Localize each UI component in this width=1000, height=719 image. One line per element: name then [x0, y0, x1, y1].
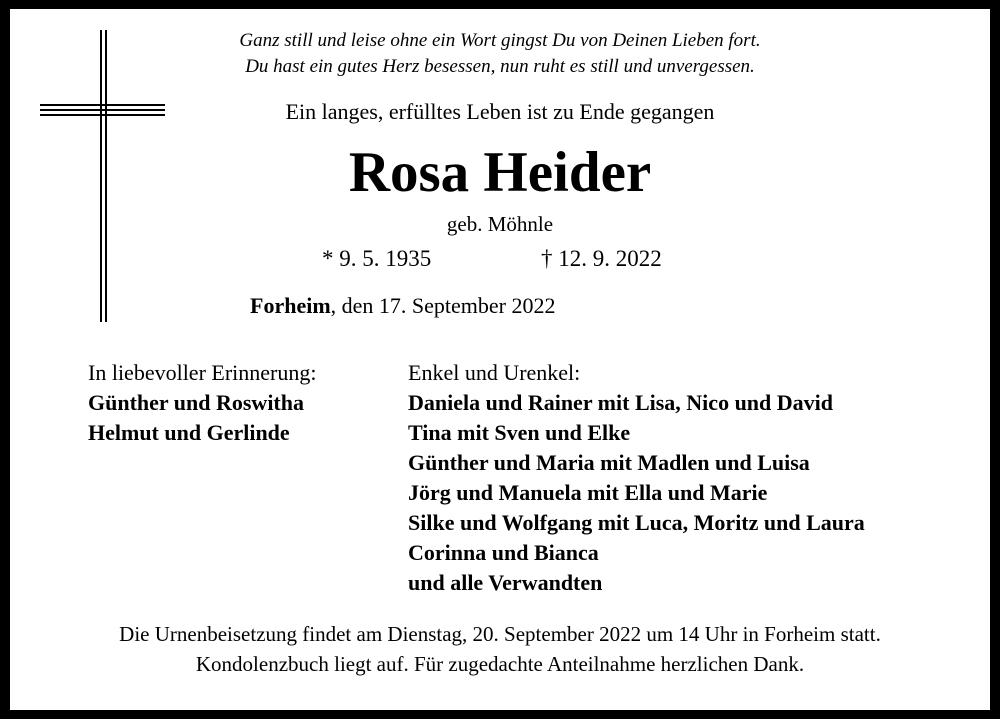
birth-date: * 9. 5. 1935	[322, 246, 432, 271]
maiden-name: geb. Möhnle	[446, 212, 554, 236]
mourners-right	[408, 358, 865, 598]
intro-text: Ein langes, erfülltes Leben ist zu Ende gegangen	[285, 99, 715, 124]
place-name: Forheim	[250, 293, 331, 318]
mourner-name: Günther und Roswitha	[88, 390, 304, 415]
mourner-name: Silke und Wolfgang mit Luca, Moritz und Laura	[408, 510, 865, 535]
mourner-name: Tina mit Sven und Elke	[408, 420, 631, 445]
poem-line-2: Du hast ein gutes Herz besessen, nun ruht es still und unvergessen.	[245, 56, 755, 77]
mourner-name: Daniela und Rainer mit Lisa, Nico und David	[408, 390, 834, 415]
mourner-name: Corinna und Bianca	[408, 540, 599, 565]
mourner-name: Jörg und Manuela mit Ella und Marie	[408, 480, 768, 505]
deceased-name: Rosa Heider	[348, 141, 652, 204]
mourners-right-heading: Enkel und Urenkel:	[408, 360, 581, 385]
notice-date: , den 17. September 2022	[330, 293, 556, 318]
death-date: † 12. 9. 2022	[541, 246, 662, 271]
funeral-info: Die Urnenbeisetzung findet am Dienstag, 20. September 2022 um 14 Uhr in Forheim statt.	[119, 622, 881, 646]
place-date	[250, 293, 556, 319]
mourners-left	[88, 358, 316, 448]
mourner-name: und alle Verwandten	[408, 570, 603, 595]
thanks-note: Kondolenzbuch liegt auf. Für zugedachte Anteilnahme herzlichen Dank.	[195, 652, 805, 676]
poem-line-1: Ganz still und leise ohne ein Wort gingst Du von Deinen Lieben fort.	[239, 30, 761, 51]
mourner-name: Günther und Maria mit Madlen und Luisa	[408, 450, 810, 475]
mourner-name: Helmut und Gerlinde	[88, 420, 290, 445]
mourners-left-heading: In liebevoller Erinnerung:	[88, 360, 317, 385]
